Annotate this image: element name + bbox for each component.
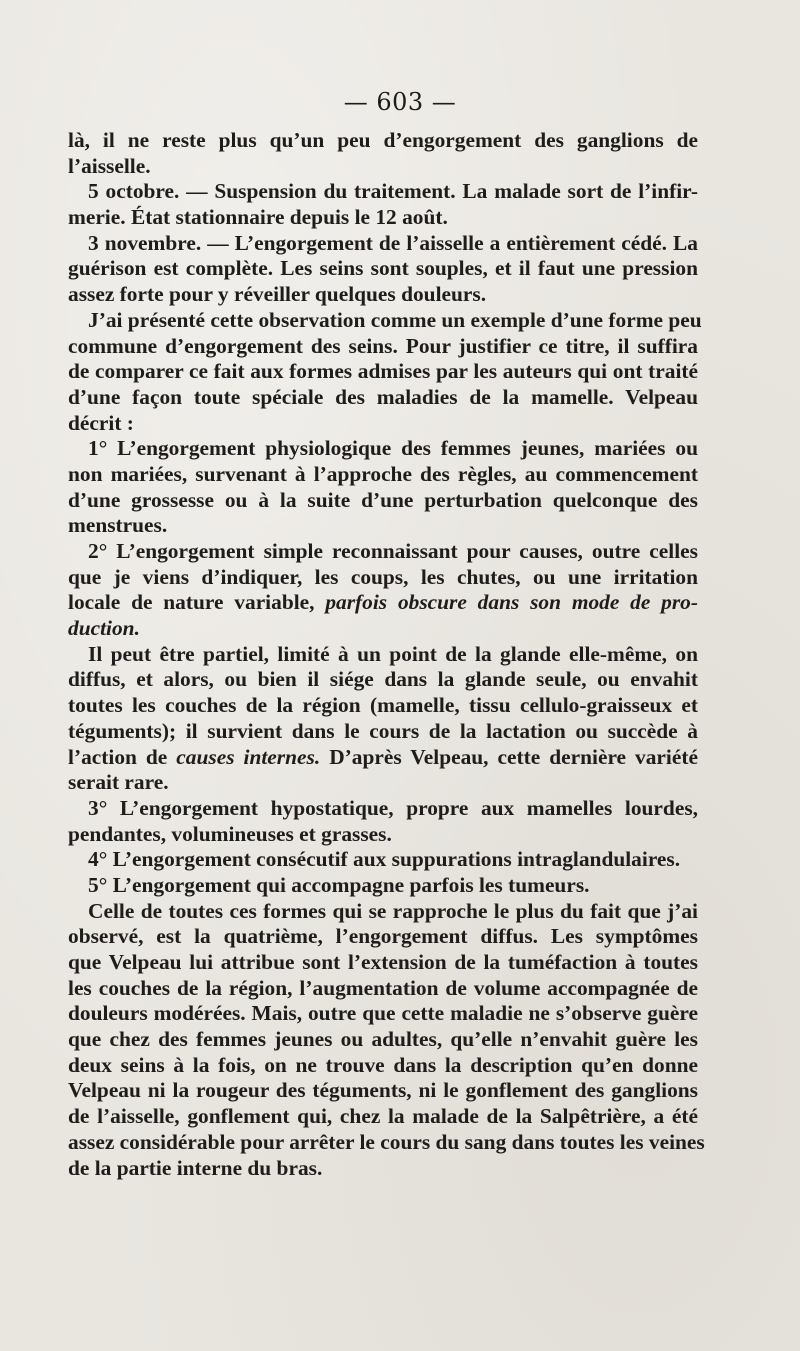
text-line-mixed <box>68 590 698 616</box>
text-line: de l’aisselle, gonflement qui, chez la malade de la Salpêtrière, a été <box>68 1104 698 1129</box>
text-line <box>68 616 698 642</box>
text-line: téguments); il survient dans le cours de la lactation ou succède à <box>68 718 698 743</box>
text-line: assez forte pour y réveiller quelques douleurs. <box>68 282 487 307</box>
text-line-mixed <box>68 745 698 771</box>
text-line: les couches de la région, l’augmentation de volume accompagnée de <box>68 975 698 1000</box>
text-line: que chez des femmes jeunes ou adultes, qu’elle n’envahit guère les <box>68 1027 698 1052</box>
text-line: 5° L’engorgement qui accompagne parfois les tumeurs. <box>88 872 590 897</box>
text-line: 3° L’engorgement hypostatique, propre aux mamelles lourdes, <box>88 795 698 820</box>
text-line: Celle de toutes ces formes qui se rapproche le plus du fait que j’ai <box>88 898 698 923</box>
text-line: Il peut être partiel, limité à un point de la glande elle-même, on <box>88 641 698 666</box>
text-line: toutes les couches de la région (mamelle, tissu cellulo-graisseux et <box>68 693 698 718</box>
text-line: 4° L’engorgement consécutif aux suppurations intraglandulaires. <box>88 847 681 872</box>
text-line: pendantes, volumineuses et grasses. <box>68 821 392 846</box>
text-line: 2° L’engorgement simple reconnaissant pour causes, outre celles <box>88 539 698 563</box>
text-line: que je viens d’indiquer, les coups, les chutes, ou une irritation <box>68 564 698 589</box>
italic-run: duction. <box>68 616 140 641</box>
text-line: diffus, et alors, ou bien il siége dans la glande seule, ou envahit <box>68 667 698 692</box>
text-line: décrit : <box>68 410 134 435</box>
text-run: l’action de <box>68 744 168 769</box>
text-run: D’après Velpeau, cette dernière variété <box>329 744 698 769</box>
text-line: non mariées, survenant à l’approche des règles, au commencement <box>68 461 698 486</box>
text-line: assez considérable pour arrêter le cours du sang dans toutes les veines <box>68 1129 705 1154</box>
body-text <box>68 128 705 1181</box>
text-line: Velpeau ni la rougeur des téguments, ni le gonflement des ganglions <box>68 1078 698 1103</box>
text-line: serait rare. <box>68 770 169 795</box>
text-line: là, il ne reste plus qu’un peu d’engorgement des ganglions de <box>68 128 698 152</box>
text-line: observé, est la quatrième, l’engorgement diffus. Les symptômes <box>68 924 698 949</box>
text-line: commune d’engorgement des seins. Pour justifier ce titre, il suffira <box>68 333 698 358</box>
text-line: d’une grossesse ou à la suite d’une perturbation quelconque des <box>68 487 698 512</box>
italic-run: causes internes. <box>176 744 321 769</box>
page-number: — 603 — <box>343 88 457 116</box>
text-line: d’une façon toute spéciale des maladies de la mamelle. Velpeau <box>68 384 698 409</box>
text-line: 3 novembre. — L’engorgement de l’aisselle a entièrement cédé. La <box>88 230 698 255</box>
text-line: menstrues. <box>68 513 168 538</box>
text-line: de la partie interne du bras. <box>68 1155 323 1180</box>
text-line: de comparer ce fait aux formes admises par les auteurs qui ont traité <box>68 359 698 384</box>
text-line: 5 octobre. — Suspension du traitement. La malade sort de l’infir- <box>88 179 698 204</box>
text-line: que Velpeau lui attribue sont l’extension de la tuméfaction à toutes <box>68 950 698 974</box>
italic-run: parfois obscure dans son mode de pro- <box>325 590 698 615</box>
text-line: 1° L’engorgement physiologique des femmes jeunes, mariées ou <box>88 436 698 461</box>
text-line: merie. État stationnaire depuis le 12 août. <box>68 205 448 230</box>
text-line: deux seins à la fois, on ne trouve dans la description qu’en donne <box>68 1052 698 1077</box>
text-run: locale de nature variable, <box>68 590 315 615</box>
text-line: l’aisselle. <box>68 153 151 178</box>
text-line: douleurs modérées. Mais, outre que cette maladie ne s’observe guère <box>68 1001 698 1026</box>
text-line: J’ai présenté cette observation comme un exemple d’une forme peu <box>88 307 702 332</box>
text-line: guérison est complète. Les seins sont souples, et il faut une pression <box>68 256 698 281</box>
